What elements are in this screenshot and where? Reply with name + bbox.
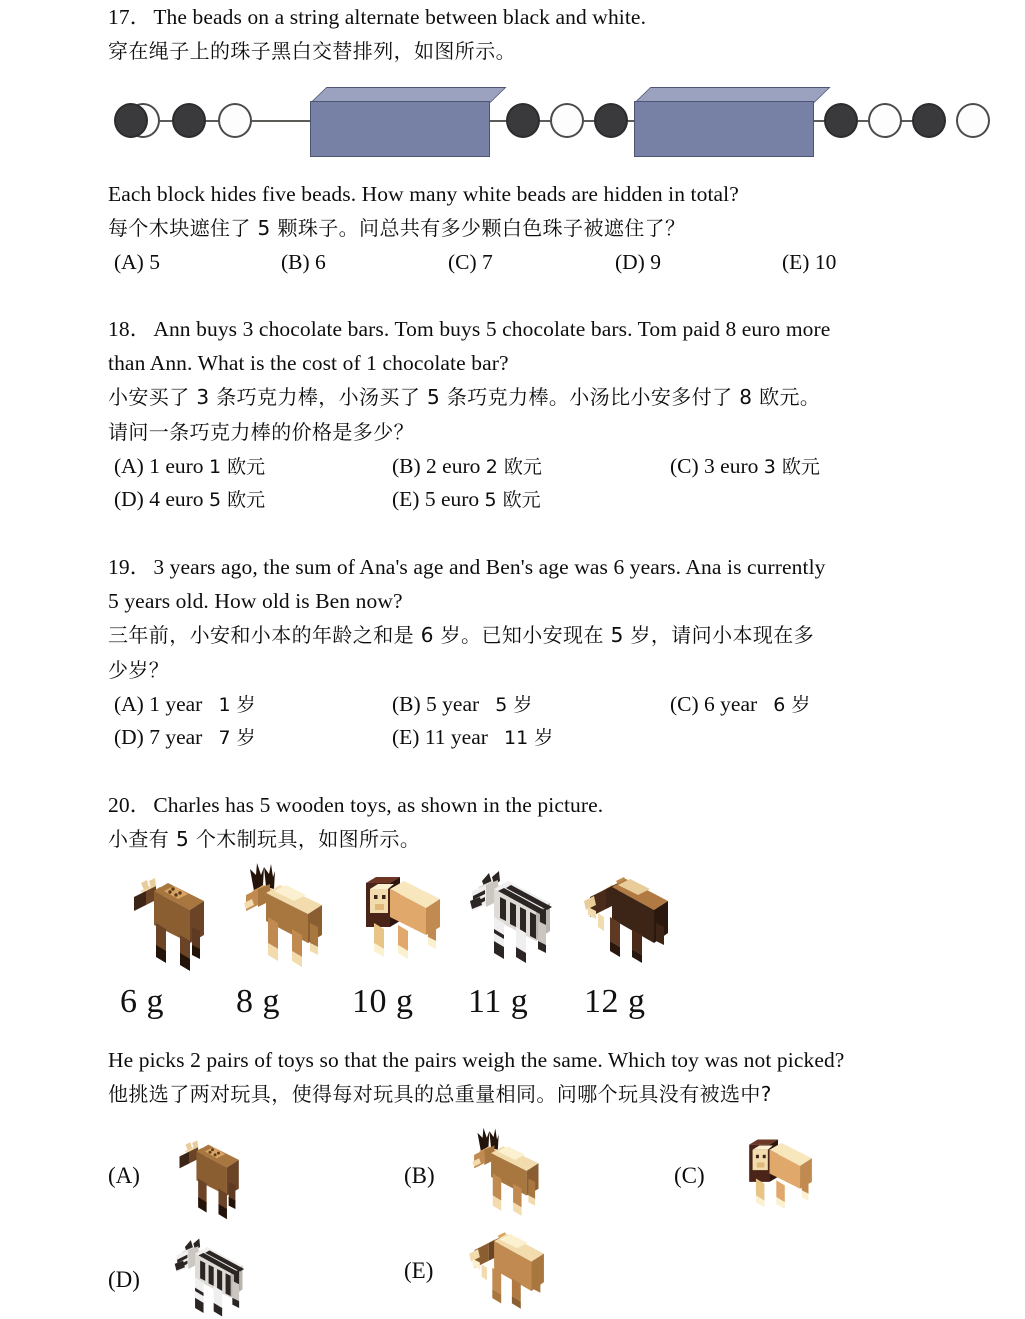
- q18-option-b-en: (B) 2 euro: [392, 454, 486, 478]
- q17-stem-zh: 穿在绳子上的珠子黑白交替排列，如图所示。: [108, 39, 516, 63]
- weight-label-zebra: 11 g: [468, 983, 529, 1020]
- wooden-block-1: [310, 87, 490, 159]
- q18-options-row-2: [108, 483, 958, 516]
- question-20: [108, 788, 958, 1319]
- q19-option-b[interactable]: [392, 688, 670, 721]
- q19-option-c[interactable]: [670, 688, 948, 721]
- q20-stem-en-text: Charles has 5 wooden toys, as shown in the picture.: [153, 793, 604, 817]
- q17-option-a[interactable]: (A) 5: [114, 250, 160, 274]
- q17-stem-en-text: The beads on a string alternate between black and white.: [153, 5, 647, 29]
- q19-stem-en-line1: [108, 550, 958, 584]
- q19-option-d[interactable]: [114, 721, 392, 754]
- q17-bead-string-figure: [114, 75, 954, 155]
- antelope-icon: [230, 861, 346, 979]
- q18-option-d-zh: 5 欧元: [208, 489, 266, 511]
- q20-choice-b-letter: (B): [404, 1163, 435, 1188]
- q17-question-zh: 每个木块遮住了 5 颗珠子。问总共有多少颗白色珠子被遮住了？: [108, 216, 686, 240]
- q19-number: 19．: [108, 555, 152, 579]
- q19-option-a-zh: 1 岁: [218, 694, 256, 716]
- boar-icon: [572, 861, 688, 979]
- q20-choice-c[interactable]: [674, 1126, 834, 1226]
- q19-option-a[interactable]: [114, 688, 392, 721]
- block-2-front-face: [634, 101, 814, 157]
- q19-stem-zh-line2: 少岁？: [108, 658, 170, 682]
- question-18: [108, 312, 958, 516]
- q20-choice-e-letter: (E): [404, 1257, 434, 1283]
- q17-option-b[interactable]: (B) 6: [281, 250, 326, 274]
- q19-option-b-en: (B) 5 year: [392, 692, 496, 716]
- lion-icon: [344, 861, 460, 979]
- q18-option-a-zh: 1 欧元: [208, 456, 266, 478]
- q18-option-e-en: (E) 5 euro: [392, 487, 485, 511]
- q18-option-c-en: (C) 3 euro: [670, 454, 764, 478]
- q18-stem-zh-line1: 小安买了 3 条巧克力棒，小汤买了 5 条巧克力棒。小汤比小安多付了 8 欧元。: [108, 385, 821, 409]
- toy-antelope: [230, 861, 346, 981]
- q17-option-d[interactable]: (D) 9: [615, 250, 661, 274]
- bead-white-2: [218, 103, 252, 138]
- bead-white-5: [956, 103, 990, 138]
- q17-option-e[interactable]: (E) 10: [782, 250, 837, 274]
- weight-label-goat: 6 g: [120, 983, 164, 1020]
- q18-stem-zh-line2: 请问一条巧克力棒的价格是多少？: [108, 420, 414, 444]
- q20-number: 20．: [108, 793, 152, 817]
- q19-options-row-1: [108, 688, 958, 721]
- bead-white-4: [868, 103, 902, 138]
- q20-choice-c-letter: (C): [674, 1163, 705, 1188]
- q20-question-en: He picks 2 pairs of toys so that the pairs weigh the same. Which toy was not picked?: [108, 1048, 845, 1072]
- q19-option-e-zh: 11 岁: [504, 727, 554, 749]
- zebra-icon: [458, 861, 574, 979]
- q17-question-en: Each block hides five beads. How many white beads are hidden in total?: [108, 182, 739, 206]
- toy-lion: [344, 861, 460, 981]
- q20-choice-a-letter: (A): [108, 1163, 140, 1188]
- q19-option-d-en: (D) 7 year: [114, 725, 219, 749]
- toy-boar: [572, 861, 688, 981]
- boar-icon: [452, 1218, 570, 1319]
- q18-stem-en-line1-text: Ann buys 3 chocolate bars. Tom buys 5 chocolate bars. Tom paid 8 euro more: [153, 317, 831, 341]
- antelope-icon: [452, 1126, 564, 1226]
- q18-stem-en-line1: [108, 312, 958, 346]
- q18-option-e-zh: 5 欧元: [484, 489, 541, 511]
- q18-option-c[interactable]: [670, 450, 948, 483]
- q17-stem-en: [108, 0, 958, 34]
- q17-option-c[interactable]: (C) 7: [448, 250, 493, 274]
- q20-choice-a[interactable]: [108, 1126, 264, 1226]
- question-17: [108, 0, 958, 278]
- q19-stem-en-line1-text: 3 years ago, the sum of Ana's age and Ben's age was 6 years. Ana is currently: [153, 555, 826, 579]
- toy-goat: [116, 861, 232, 981]
- q20-choices: [108, 1126, 958, 1319]
- q18-option-c-zh: 3 欧元: [763, 456, 820, 478]
- q20-weight-labels: [108, 983, 958, 1021]
- block-1-front-face: [310, 101, 490, 157]
- q20-stem-en: [108, 788, 958, 822]
- bead-black-1: [172, 103, 206, 138]
- question-19: [108, 550, 958, 754]
- goat-icon: [116, 861, 232, 979]
- q19-stem-zh-line1: 三年前，小安和小本的年龄之和是 6 岁。已知小安现在 5 岁，请问小本现在多: [108, 623, 815, 647]
- q18-option-a-en: (A) 1 euro: [114, 454, 209, 478]
- q20-question-zh: 他挑选了两对玩具，使得每对玩具的总重量相同。问哪个玩具没有被选中?: [108, 1082, 772, 1106]
- page-content: [108, 0, 958, 1319]
- q20-stem-zh: 小查有 5 个木制玩具，如图所示。: [108, 827, 421, 851]
- lion-icon: [722, 1126, 834, 1226]
- q18-option-a[interactable]: [114, 450, 392, 483]
- q18-number: 18．: [108, 317, 152, 341]
- q18-options-row-1: [108, 450, 958, 483]
- q18-option-b[interactable]: [392, 450, 670, 483]
- bead-black-5: [824, 103, 858, 138]
- goat-icon: [156, 1126, 264, 1226]
- bead-black-2: [114, 103, 148, 138]
- weight-label-boar: 12 g: [584, 983, 646, 1020]
- q20-choice-e[interactable]: [404, 1218, 570, 1319]
- q19-stem-en-line2: 5 years old. How old is Ben now?: [108, 589, 403, 613]
- q19-option-c-zh: 6 岁: [773, 694, 811, 716]
- q19-option-a-en: (A) 1 year: [114, 692, 219, 716]
- q18-option-d[interactable]: [114, 483, 392, 516]
- weight-label-antelope: 8 g: [236, 983, 280, 1020]
- q19-option-d-zh: 7 岁: [218, 727, 256, 749]
- q20-choice-d-letter: (D): [108, 1267, 140, 1292]
- bead-black-3: [506, 103, 540, 138]
- zebra-icon: [156, 1230, 268, 1319]
- bead-white-3: [550, 103, 584, 138]
- q19-option-c-en: (C) 6 year: [670, 692, 774, 716]
- toy-zebra: [458, 861, 574, 981]
- q18-option-e[interactable]: [392, 483, 670, 516]
- q17-number: 17．: [108, 5, 152, 29]
- q19-option-e-en: (E) 11 year: [392, 725, 505, 749]
- wooden-block-2: [634, 87, 814, 159]
- q17-options: [108, 246, 958, 278]
- weight-label-lion: 10 g: [352, 983, 414, 1020]
- q19-options-row-2: [108, 721, 958, 754]
- q18-option-b-zh: 2 欧元: [485, 456, 542, 478]
- q20-toys-figure: [108, 861, 958, 981]
- q19-option-e[interactable]: [392, 721, 670, 754]
- q20-choice-d[interactable]: [108, 1230, 268, 1319]
- q18-stem-en-line2: than Ann. What is the cost of 1 chocolate bar?: [108, 351, 509, 375]
- q19-option-b-zh: 5 岁: [495, 694, 533, 716]
- bead-black-4: [594, 103, 628, 138]
- bead-black-6: [912, 103, 946, 138]
- q18-option-d-en: (D) 4 euro: [114, 487, 209, 511]
- q20-choice-b[interactable]: [404, 1126, 564, 1226]
